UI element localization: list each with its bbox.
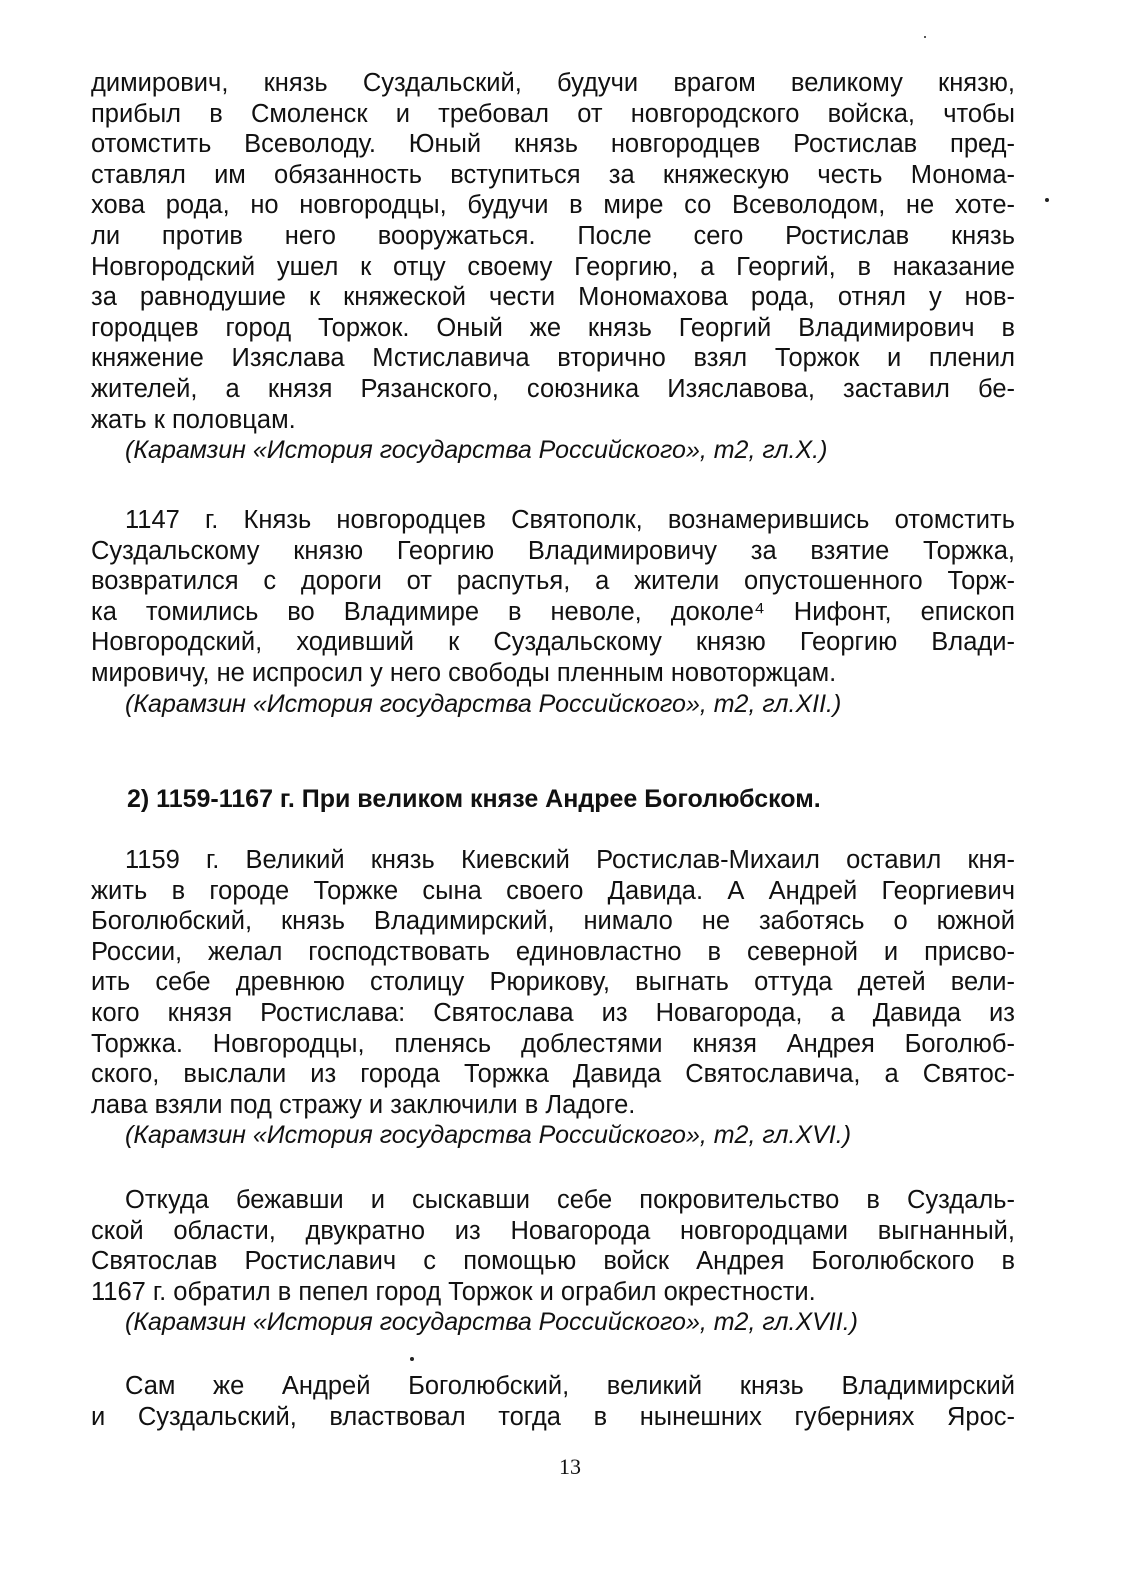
citation: (Карамзин «История государства Российского», т2, гл.X.) [125,436,828,465]
text-line: прибыл в Смоленск и требовал от новгородского войска, чтобы [91,99,1015,128]
text-line: княжение Изяслава Мстиславича вторично взял Торжок и пленил [91,344,1015,373]
text-line: лава взяли под стражу и заключили в Ладоге. [91,1090,636,1119]
text-line: кого князя Ростислава: Святослава из Новагорода, а Давида из [91,998,1015,1027]
citation: (Карамзин «История государства Российского», т2, гл.XVI.) [125,1121,852,1150]
paragraph-block [91,68,1015,466]
text-line: ского, выслали из города Торжка Давида Святославича, а Святос- [91,1060,1015,1089]
scan-speck [1045,198,1049,202]
paragraph-block [91,505,1015,720]
text-line: Боголюбский, князь Владимирский, нимало не заботясь о южной [91,907,1015,936]
section-heading: 2) 1159-1167 г. При великом князе Андрее Боголюбском. [127,785,821,813]
page-number: 13 [559,1454,581,1479]
text-line: ли против него вооружаться. После сего Ростислав князь [91,221,1015,250]
text-line: ской области, двукратно из Новагорода новгородцами выгнанный, [91,1216,1015,1245]
text-line: ить себе древнюю столицу Рюрикову, выгнать оттуда детей вели- [91,968,1015,997]
scan-speck [410,1357,414,1361]
text-line: 1147 г. Князь новгородцев Святополк, вознамерившись отомстить [125,506,1015,534]
text-line: ставлял им обязанность вступиться за княжескую честь Монома- [91,160,1015,189]
citation: (Карамзин «История государства Российского», т2, гл.XVII.) [125,1308,858,1337]
text-line: жить в городе Торжке сына своего Давида. А Андрей Георгиевич [91,876,1015,905]
text-line: димирович, князь Суздальский, будучи врагом великому князю, [91,69,1015,97]
text-line: жать к половцам. [91,405,296,434]
text-line: Святослав Ростиславич с помощью войск Андрея Боголюбского в [91,1247,1015,1276]
text-line: России, желал господствовать единовластно в северной и присво- [91,937,1015,966]
paragraph-block [91,1185,1015,1338]
text-line: Торжка. Новгородцы, пленясь доблестями князя Андрея Боголюб- [91,1029,1015,1058]
text-line: жителей, а князя Рязанского, союзника Изяславова, заставил бе- [91,374,1015,403]
paragraph-block [91,845,1015,1151]
text-line: отомстить Всеволоду. Юный князь новгородцев Ростислав пред- [91,130,1015,159]
text-line: Новгородский ушел к отцу своему Георгию, а Георгий, в наказание [91,252,1015,281]
text-line: за равнодушие к княжеской чести Мономахова рода, отнял у нов- [91,283,1015,312]
text-line: Сам же Андрей Боголюбский, великий князь Владимирский [125,1372,1015,1400]
text-line: Откуда бежавши и сыскавши себе покровительство в Суздаль- [125,1186,1015,1214]
text-line: Суздальскому князю Георгию Владимировичу за взятие Торжка, [91,536,1015,565]
text-line: Новгородский, ходивший к Суздальскому князю Георгию Влади- [91,628,1015,657]
text-line: и Суздальский, властвовал тогда в нынешних губерниях Ярос- [91,1402,1015,1431]
text-line: мировичу, не испросил у него свободы пленным новоторжцам. [91,658,837,687]
text-line: 1167 г. обратил в пепел город Торжок и ограбил окрестности. [91,1277,816,1306]
text-line: хова рода, но новгородцы, будучи в мире со Всеволодом, не хоте- [91,191,1015,220]
citation: (Карамзин «История государства Российского», т2, гл.XII.) [125,689,842,718]
scan-speck [924,36,926,38]
text-line: ка томились во Владимире в неволе, доколе⁴ Нифонт, епископ [91,597,1015,626]
text-line: городцев город Торжок. Оный же князь Георгий Владимирович в [91,313,1015,342]
text-line: 1159 г. Великий князь Киевский Ростислав-Михаил оставил кня- [125,846,1015,874]
paragraph-block [91,1371,1015,1432]
text-line: возвратился с дороги от распутья, а жители опустошенного Торж- [91,567,1015,596]
